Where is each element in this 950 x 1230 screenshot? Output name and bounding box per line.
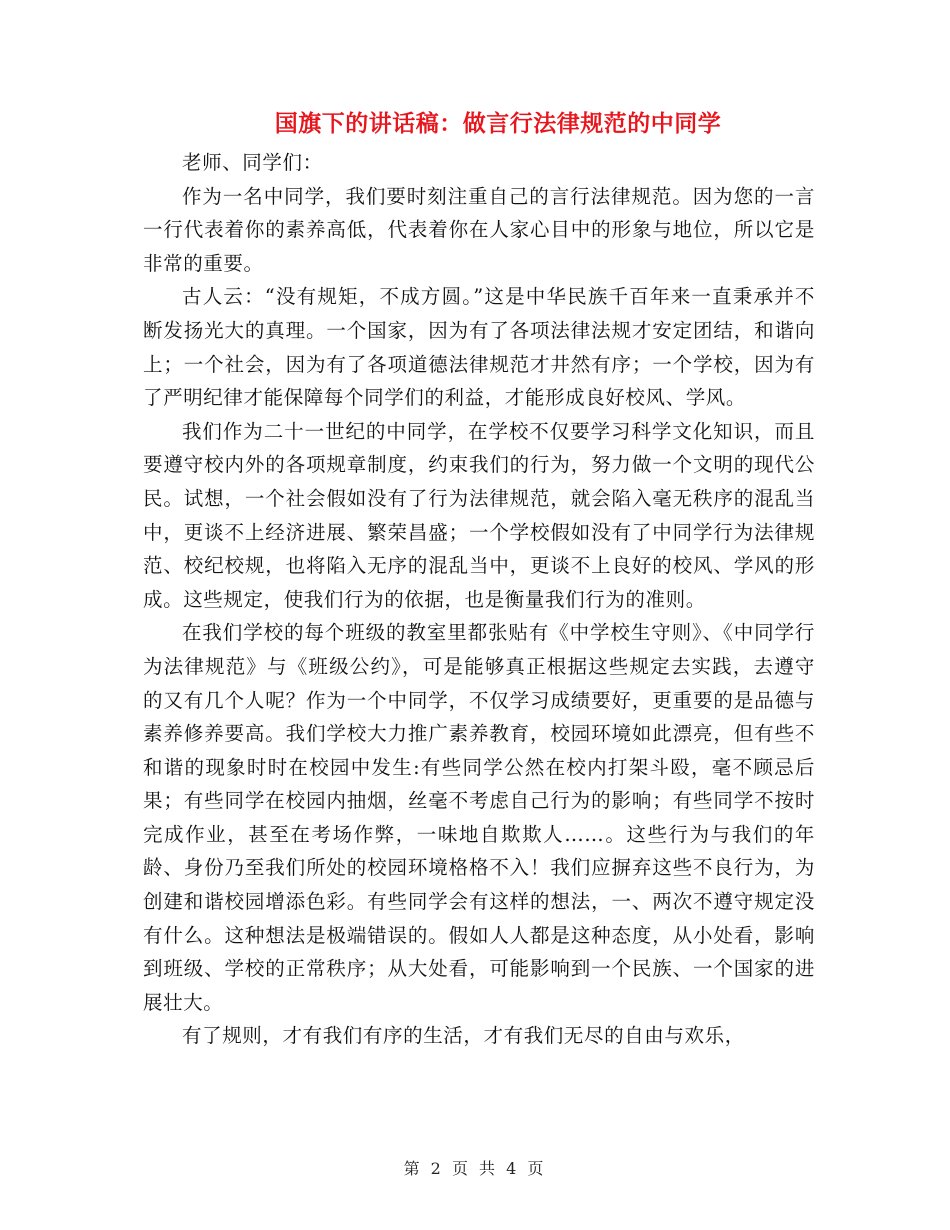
body-paragraph: 作为一名中同学，我们要时刻注重自己的言行法律规范。因为您的一言一行代表着你的素养高低，代表着你在人家心目中的形象与地位，所以它是非常的重要。 xyxy=(143,184,815,275)
body-paragraph: 我们作为二十一世纪的中同学，在学校不仅要学习科学文化知识，而且要遵守校内外的各项规章制度，约束我们的行为，努力做一个文明的现代公民。试想，一个社会假如没有了行为法律规范，就会陷入毫无秩序的混乱当中，更谈不上经济进展、繁荣昌盛；一个学校假如没有了中同学行为法律规范、校纪校规，也将陷入无序的混乱当中，更谈不上良好的校风、学风的形成。这些规定，使我们行为的依据，也是衡量我们行为的准则。 xyxy=(143,419,815,611)
salutation-paragraph: 老师、同学们： xyxy=(182,151,323,174)
body-paragraph: 在我们学校的每个班级的教室里都张贴有《中学校生守则》、《中同学行为法律规范》与《班级公约》，可是能够真正根据这些规定去实践，去遵守的又有几个人呢？作为一个中同学，不仅学习成绩要好，更重要的是品德与素养修养要高。我们学校大力推广素养教育，校园环境如此漂亮，但有些不和谐的现象时时在校园中发生:有些同学公然在校内打架斗殴，毫不顾忌后果；有些同学在校园内抽烟，丝毫不考虑自己行为的影响；有些同学不按时完成作业，甚至在考场作弊，一味地自欺欺人……。这些行为与我们的年龄、身份乃至我们所处的校园环境格格不入！我们应摒弃这些不良行为，为创建和谐校园增添色彩。有些同学会有这样的想法，一、两次不遵守规定没有什么。这种想法是极端错误的。假如人人都是这种态度，从小处看，影响到班级、学校的正常秩序；从大处看，可能影响到一个民族、一个国家的进展壮大。 xyxy=(143,621,815,1014)
document-title: 国旗下的讲话稿：做言行法律规范的中同学 xyxy=(274,110,722,137)
body-paragraph: 有了规则，才有我们有序的生活，才有我们无尽的自由与欢乐， xyxy=(182,1024,745,1048)
document-body xyxy=(143,146,815,1053)
body-paragraph: 古人云：“没有规矩，不成方圆。”这是中华民族千百年来一直秉承并不断发扬光大的真理。一个国家，因为有了各项法律法规才安定团结，和谐向上；一个社会，因为有了各项道德法律规范才井然有序；一个学校，因为有了严明纪律才能保障每个同学们的利益，才能形成良好校风、学风。 xyxy=(143,285,815,410)
page-number-footer: 第 2 页 共 4 页 xyxy=(403,1159,547,1178)
